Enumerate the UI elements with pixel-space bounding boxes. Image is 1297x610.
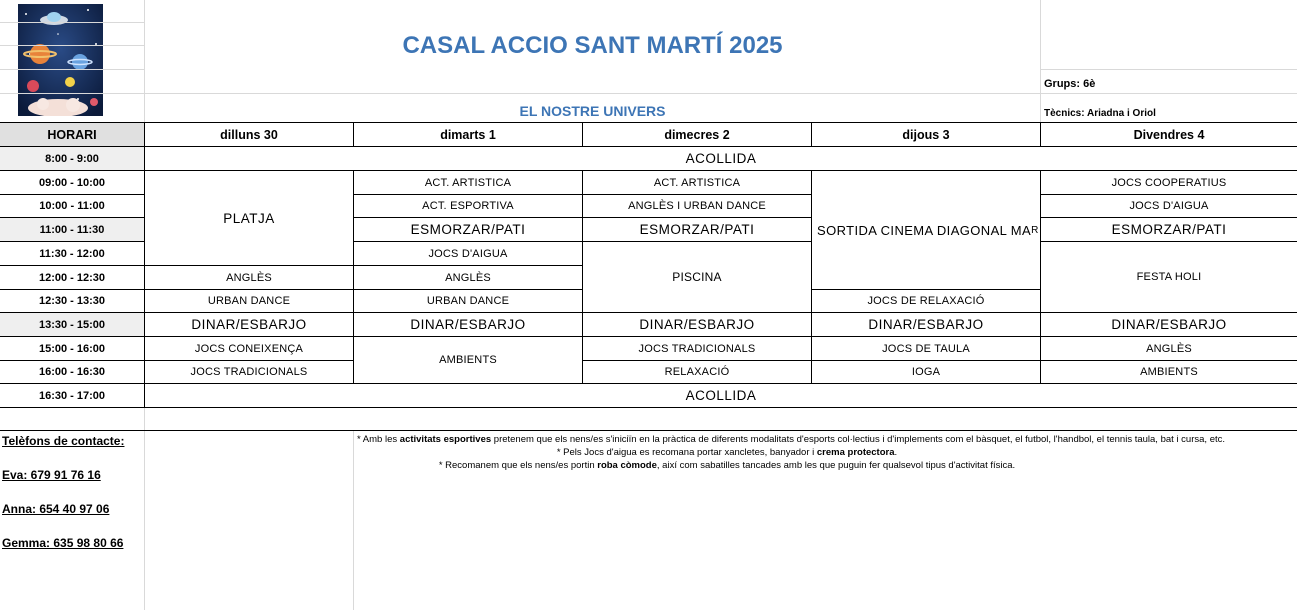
thu-ioga: IOGA	[911, 366, 941, 378]
mon-dinar: DINAR/ESBARJO	[191, 317, 307, 332]
note-roba	[357, 460, 1097, 471]
mon-jocs-coneixenca: JOCS CONEIXENÇA	[194, 342, 304, 355]
note-esports	[357, 434, 1295, 445]
thu-sortida-text-end: R	[1031, 224, 1039, 236]
tue-jocs-aigua: JOCS D'AIGUA	[428, 247, 508, 260]
time-slot: 16:30 - 17:00	[38, 389, 106, 402]
day-header-monday: dilluns 30	[220, 127, 278, 142]
thu-sortida-cinema	[812, 171, 1040, 289]
note-aigua-post: .	[894, 447, 898, 458]
space-planets-logo	[18, 4, 103, 116]
tue-esmorzar: ESMORZAR/PATI	[410, 222, 526, 237]
acollida-morning: ACOLLIDA	[685, 151, 757, 166]
note-esports-post: pretenem que els nens/es s'iniciïn en la pràctica de diferents modalitats d'esports col·lectius i d'implements com el bàsquet, el futbol, l'handbol, el tennis taula, bat i cursa, etc.	[491, 434, 1226, 445]
tue-dinar: DINAR/ESBARJO	[410, 317, 526, 332]
mon-jocs-tradicionals: JOCS TRADICIONALS	[190, 366, 308, 378]
technicians-label: Tècnics: Ariadna i Oriol	[1044, 108, 1156, 119]
horari-header: HORARI	[47, 127, 97, 142]
fri-ambients: AMBIENTS	[1140, 366, 1198, 378]
wed-relaxacio: RELAXACIÓ	[664, 366, 730, 378]
mon-platja: PLATJA	[223, 210, 275, 226]
day-header-tuesday: dimarts 1	[440, 127, 496, 142]
tue-angles: ANGLÈS	[445, 271, 491, 284]
time-slot: 12:30 - 13:30	[38, 295, 106, 307]
contact-eva: Eva: 679 91 76 16	[2, 468, 101, 482]
time-slot: 8:00 - 9:00	[45, 152, 99, 165]
contact-anna: Anna: 654 40 97 06	[2, 502, 110, 516]
page-title: CASAL ACCIO SANT MARTÍ 2025	[402, 32, 783, 59]
day-header-friday: Divendres 4	[1133, 127, 1205, 142]
fri-esmorzar: ESMORZAR/PATI	[1111, 222, 1227, 237]
groups-label: Grups: 6è	[1044, 78, 1096, 90]
time-slot: 12:00 - 12:30	[38, 271, 106, 284]
note-esports-bold: activitats esportives	[399, 434, 492, 445]
time-slot: 13:30 - 15:00	[38, 318, 106, 331]
fri-jocs-aigua: JOCS D'AIGUA	[1129, 200, 1209, 212]
wed-act-artistica: ACT. ARTISTICA	[653, 176, 741, 189]
note-roba-pre: * Recomanem que els nens/es portin	[438, 460, 598, 471]
note-aigua-pre: * Pels Jocs d'aigua es recomana portar xancletes, banyador i	[556, 447, 817, 458]
fri-angles: ANGLÈS	[1146, 342, 1192, 355]
fri-dinar: DINAR/ESBARJO	[1111, 317, 1227, 332]
acollida-evening: ACOLLIDA	[685, 388, 757, 403]
thu-jocs-taula: JOCS DE TAULA	[882, 342, 970, 355]
note-aigua	[357, 447, 1097, 458]
thu-dinar: DINAR/ESBARJO	[868, 317, 984, 332]
time-slot: 11:30 - 12:00	[39, 247, 105, 260]
note-esports-pre: * Amb les	[357, 434, 400, 445]
time-slot: 10:00 - 11:00	[39, 200, 105, 212]
note-roba-post: , així com sabatilles tancades amb les que puguin fer qualsevol tipus d'activitat física.	[656, 460, 1016, 471]
wed-piscina: PISCINA	[672, 270, 722, 284]
time-slot: 09:00 - 10:00	[38, 176, 106, 189]
thu-jocs-relaxacio: JOCS DE RELAXACIÓ	[867, 295, 985, 307]
contact-gemma: Gemma: 635 98 80 66	[2, 536, 124, 550]
tue-ambients: AMBIENTS	[439, 354, 497, 366]
wed-jocs-tradicionals: JOCS TRADICIONALS	[638, 342, 756, 355]
day-header-thursday: dijous 3	[902, 127, 950, 142]
fri-jocs-cooperatius: JOCS COOPERATIUS	[1111, 176, 1227, 189]
page-subtitle: EL NOSTRE UNIVERS	[519, 103, 666, 119]
fri-festa-holi: FESTA HOLI	[1136, 271, 1202, 283]
note-aigua-bold: crema protectora	[816, 447, 895, 458]
note-roba-bold: roba còmode	[597, 460, 657, 471]
tue-act-esportiva: ACT. ESPORTIVA	[422, 200, 514, 212]
thu-sortida-text: SORTIDA CINEMA DIAGONAL MA	[817, 222, 1032, 238]
contacts-label: Telèfons de contacte:	[2, 434, 125, 448]
mon-angles: ANGLÈS	[226, 271, 272, 284]
tue-urban-dance: URBAN DANCE	[426, 295, 510, 307]
wed-angles-urban: ANGLÈS I URBAN DANCE	[628, 200, 766, 212]
wed-esmorzar: ESMORZAR/PATI	[639, 222, 755, 237]
wed-dinar: DINAR/ESBARJO	[639, 317, 755, 332]
time-slot: 16:00 - 16:30	[38, 366, 106, 378]
tue-act-artistica: ACT. ARTISTICA	[424, 176, 512, 189]
time-slot: 15:00 - 16:00	[38, 342, 106, 355]
day-header-wednesday: dimecres 2	[664, 127, 730, 142]
time-slot: 11:00 - 11:30	[39, 223, 105, 236]
mon-urban-dance: URBAN DANCE	[207, 295, 291, 307]
